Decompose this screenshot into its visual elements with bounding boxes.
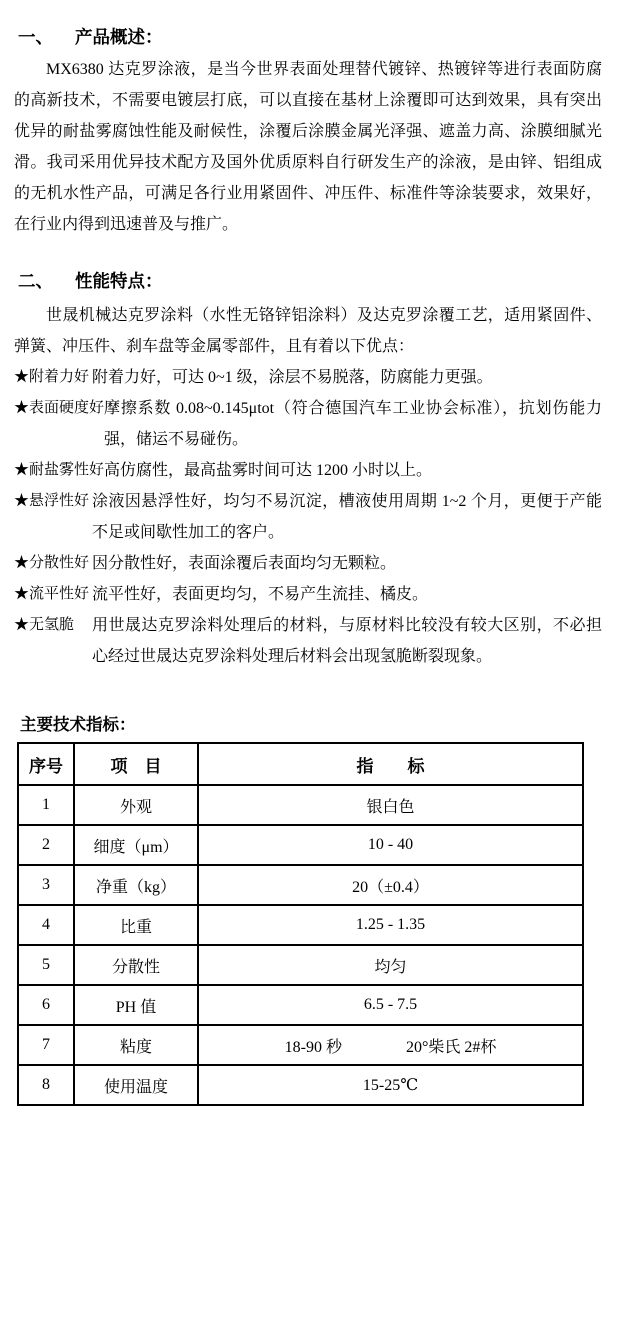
feature-label: ★分散性好 — [14, 555, 90, 571]
cell-value: 1.25 - 1.35 — [198, 905, 583, 945]
feature-item-suspension — [14, 486, 602, 548]
cell-serial: 4 — [18, 905, 74, 945]
section2-heading — [18, 270, 602, 292]
cell-serial: 3 — [18, 865, 74, 905]
table-header-row — [18, 743, 583, 785]
table-row — [18, 945, 583, 985]
cell-item: 分散性 — [74, 945, 198, 985]
cell-serial: 5 — [18, 945, 74, 985]
cell-item: 使用温度 — [74, 1065, 198, 1105]
star-bullet-icon: ★ — [14, 462, 30, 478]
cell-item: 细度（μm） — [74, 825, 198, 865]
star-bullet-icon: ★ — [14, 400, 30, 416]
cell-serial: 6 — [18, 985, 74, 1025]
section2-number: 二、 — [18, 271, 53, 291]
table-row — [18, 785, 583, 825]
star-bullet-icon: ★ — [14, 369, 30, 385]
feature-item-salt-spray — [14, 455, 602, 486]
feature-text: 涂液因悬浮性好，均匀不易沉淀，槽液使用周期 1~2 个月，更便于产能不足或间歇性加工的客户。 — [92, 493, 602, 541]
section2-intro: 世晟机械达克罗涂料（水性无铬锌铝涂料）及达克罗涂覆工艺，适用紧固件、弹簧、冲压件、刹车盘等金属零部件，且有着以下优点： — [14, 307, 602, 355]
cell-item: 外观 — [74, 785, 198, 825]
feature-text: 用世晟达克罗涂料处理后的材料，与原材料比较没有较大区别，不必担心经过世晟达克罗涂料处理后材料会出现氢脆断裂现象。 — [92, 617, 602, 665]
header-serial: 序号 — [18, 743, 74, 785]
header-value: 指 标 — [198, 743, 583, 785]
feature-label: ★流平性好 — [14, 586, 90, 602]
cell-item: 净重（kg） — [74, 865, 198, 905]
feature-item-leveling — [14, 579, 602, 610]
feature-label: ★附着力好 — [14, 369, 90, 385]
feature-list — [14, 362, 602, 672]
table-row — [18, 825, 583, 865]
cell-value: 均匀 — [198, 945, 583, 985]
cell-value: 6.5 - 7.5 — [198, 985, 583, 1025]
feature-item-no-hydrogen-embrittlement — [14, 610, 602, 672]
feature-text: 摩擦系数 0.08~0.145μtot（符合德国汽车工业协会标准），抗划伤能力强，储运不易碰伤。 — [104, 400, 602, 448]
table-row — [18, 985, 583, 1025]
section1-heading — [18, 26, 602, 48]
feature-label: ★表面硬度好 — [14, 400, 105, 416]
feature-label: ★悬浮性好 — [14, 493, 90, 509]
table-row — [18, 905, 583, 945]
table-row — [18, 1065, 583, 1105]
star-bullet-icon: ★ — [14, 617, 30, 633]
feature-item-adhesion — [14, 362, 602, 393]
star-bullet-icon: ★ — [14, 493, 30, 509]
table-row — [18, 1025, 583, 1065]
cell-value: 15-25℃ — [198, 1065, 583, 1105]
cell-item: PH 值 — [74, 985, 198, 1025]
table-row — [18, 865, 583, 905]
cell-value: 20（±0.4） — [198, 865, 583, 905]
feature-item-hardness — [14, 393, 602, 455]
feature-label: ★无氢脆 — [14, 617, 75, 633]
feature-text: 附着力好，可达 0~1 级，涂层不易脱落，防腐能力更强。 — [92, 369, 493, 386]
feature-item-dispersion — [14, 548, 602, 579]
cell-serial: 1 — [18, 785, 74, 825]
spec-table-title: 主要技术指标： — [20, 715, 136, 734]
cell-item: 粘度 — [74, 1025, 198, 1065]
header-item: 项 目 — [74, 743, 198, 785]
feature-text: 流平性好，表面更均匀，不易产生流挂、橘皮。 — [92, 586, 429, 603]
spec-table — [17, 742, 584, 1106]
feature-text: 高仿腐性，最高盐雾时间可达 1200 小时以上。 — [104, 462, 433, 479]
cell-serial: 8 — [18, 1065, 74, 1105]
section1-title: 产品概述： — [75, 27, 163, 47]
star-bullet-icon: ★ — [14, 586, 30, 602]
cell-item: 比重 — [74, 905, 198, 945]
cell-serial: 2 — [18, 825, 74, 865]
cell-value: 10 - 40 — [198, 825, 583, 865]
feature-label: ★耐盐雾性好 — [14, 462, 105, 478]
section1-paragraph: MX6380 达克罗涂液，是当今世界表面处理替代镀锌、热镀锌等进行表面防腐的高新技术，不需要电镀层打底，可以直接在基材上涂覆即可达到效果，具有突出优异的耐盐雾腐蚀性能及耐候性，涂覆后涂膜金属光泽强、遮盖力高、涂膜细腻光滑。我司采用优异技术配方及国外优质原料自行研发生产的涂液，是由锌、铝组成的无机水性产品，可满足各行业用紧固件、冲压件、标准件等涂装要求，效果好，在行业内得到迅速普及与推广。 — [14, 61, 602, 233]
star-bullet-icon: ★ — [14, 555, 30, 571]
section2-title: 性能特点： — [75, 271, 163, 291]
section1-number: 一、 — [18, 27, 53, 47]
cell-serial: 7 — [18, 1025, 74, 1065]
cell-value: 银白色 — [198, 785, 583, 825]
feature-text: 因分散性好，表面涂覆后表面均匀无颗粒。 — [92, 555, 397, 572]
cell-value: 18-90 秒 20°柴氏 2#杯 — [198, 1025, 583, 1065]
